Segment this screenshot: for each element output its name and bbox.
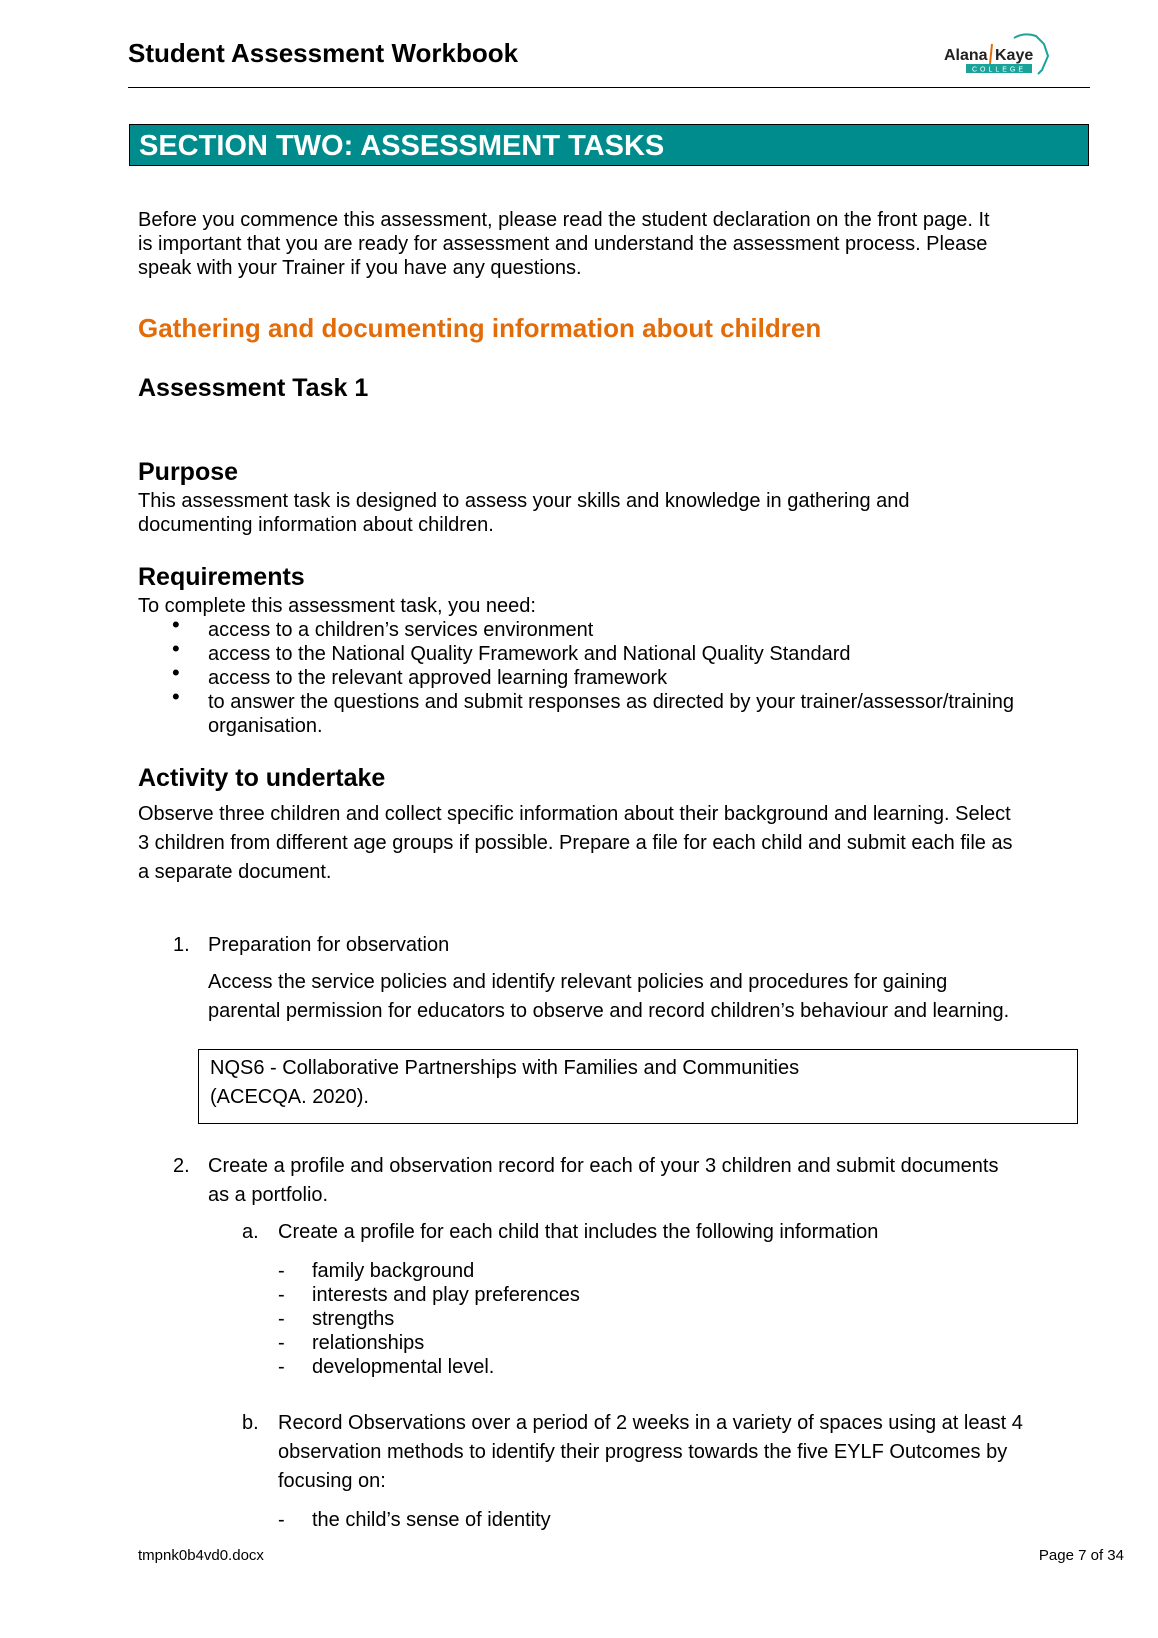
svg-text:COLLEGE: COLLEGE [971, 66, 1027, 74]
sub-text: observation methods to identify their progress towards the five EYLF Outcomes by [278, 1441, 1008, 1463]
purpose-line: This assessment task is designed to assess your skills and knowledge in gathering and [138, 490, 910, 512]
requirement-item: access to the National Quality Framework and National Quality Standard [208, 643, 851, 665]
header-divider [128, 87, 1090, 88]
sub-label: a. [242, 1221, 259, 1243]
svg-text:Alana: Alana [944, 47, 988, 64]
svg-text:Kaye: Kaye [995, 47, 1034, 64]
task-title: Assessment Task 1 [138, 374, 369, 402]
profile-item: family background [312, 1260, 475, 1282]
footer-filename: tmpnk0b4vd0.docx [138, 1547, 264, 1564]
college-logo [944, 30, 1054, 80]
requirement-item-cont: organisation. [208, 715, 323, 737]
intro-line: is important that you are ready for assessment and understand the assessment process. Please [138, 233, 988, 255]
dash: - [278, 1356, 285, 1378]
focus-item: the child’s sense of identity [312, 1509, 551, 1531]
requirement-item: to answer the questions and submit responses as directed by your trainer/assessor/training [208, 691, 1014, 713]
purpose-line: documenting information about children. [138, 514, 494, 536]
requirements-intro: To complete this assessment task, you need: [138, 595, 536, 617]
requirements-heading: Requirements [138, 563, 305, 591]
topic-heading: Gathering and documenting information about children [138, 313, 822, 343]
box-line: NQS6 - Collaborative Partnerships with Families and Communities [210, 1057, 800, 1079]
step-line: Create a profile and observation record for each of your 3 children and submit documents [208, 1155, 999, 1177]
activity-heading: Activity to undertake [138, 764, 386, 792]
sub-text: Record Observations over a period of 2 weeks in a variety of spaces using at least 4 [278, 1412, 1023, 1434]
step-number: 2. [173, 1155, 190, 1177]
step-line: Access the service policies and identify relevant policies and procedures for gaining [208, 971, 948, 993]
box-line: (ACECQA. 2020). [210, 1086, 369, 1108]
step-line: parental permission for educators to observe and record children’s behaviour and learning. [208, 1000, 1010, 1022]
bullet-icon: • [172, 612, 180, 637]
dash: - [278, 1284, 285, 1306]
sub-text: Create a profile for each child that includes the following information [278, 1221, 879, 1243]
dash: - [278, 1308, 285, 1330]
bullet-icon: • [172, 636, 180, 661]
intro-line: Before you commence this assessment, please read the student declaration on the front page. It [138, 209, 990, 231]
sub-label: b. [242, 1412, 259, 1434]
dash: - [278, 1332, 285, 1354]
step-line: as a portfolio. [208, 1184, 329, 1206]
bullet-icon: • [172, 684, 180, 709]
step-title: Preparation for observation [208, 934, 450, 956]
intro-line: speak with your Trainer if you have any questions. [138, 257, 582, 279]
header-title: Student Assessment Workbook [128, 38, 519, 68]
requirement-item: access to the relevant approved learning framework [208, 667, 668, 689]
activity-line: a separate document. [138, 861, 332, 883]
footer-page-number: Page 7 of 34 [1038, 1547, 1124, 1564]
section-title: SECTION TWO: ASSESSMENT TASKS [129, 124, 1089, 166]
dash: - [278, 1509, 285, 1531]
sub-text: focusing on: [278, 1470, 386, 1492]
activity-line: 3 children from different age groups if possible. Prepare a file for each child and submit each file as [138, 832, 1013, 854]
profile-item: developmental level. [312, 1356, 495, 1378]
activity-line: Observe three children and collect specific information about their background and learning. Select [138, 803, 1011, 825]
profile-item: strengths [312, 1308, 395, 1330]
purpose-heading: Purpose [138, 458, 239, 486]
step-number: 1. [173, 934, 190, 956]
requirement-item: access to a children’s services environment [208, 619, 594, 641]
dash: - [278, 1260, 285, 1282]
nqs-reference-box [198, 1049, 1078, 1124]
profile-item: relationships [312, 1332, 425, 1354]
bullet-icon: • [172, 660, 180, 685]
profile-item: interests and play preferences [312, 1284, 580, 1306]
